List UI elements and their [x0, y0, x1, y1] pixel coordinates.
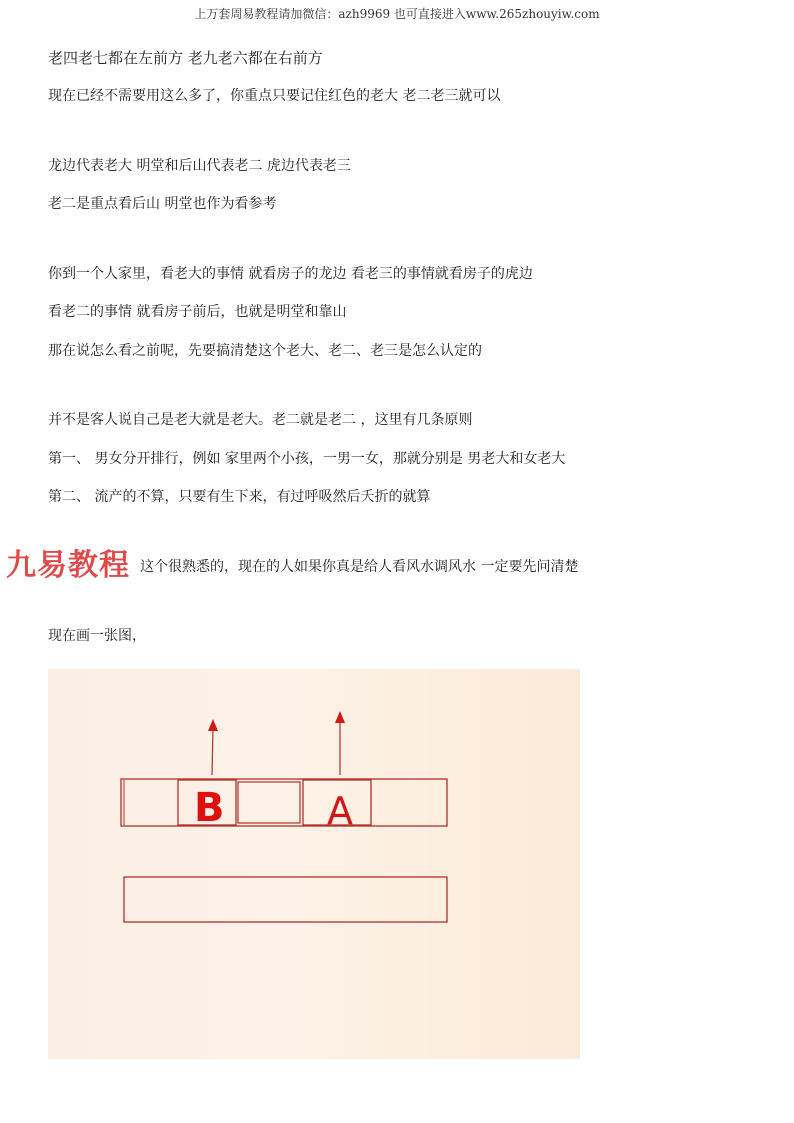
text-line-12: 现在画一张图， — [48, 628, 146, 644]
text-line-6: 看老二的事情 就看房子前后，也就是明堂和靠山 — [48, 304, 347, 320]
text-line-7: 那在说怎么看之前呢，先要搞清楚这个老大、老二、老三是怎么认定的 — [48, 343, 482, 359]
text-line-1: 老四老七都在左前方 老九老六都在右前方 — [48, 49, 323, 67]
text-line-8: 并不是客人说自己是老大就是老大。老二就是老二 ，这里有几条原则 — [48, 412, 473, 428]
room-middle-outline — [238, 782, 300, 823]
text-line-9: 第一、 男女分开排行，例如 家里两个小孩，一男一女，那就分别是 男老大和女老大 — [48, 451, 566, 467]
text-line-5: 你到一个人家里，看老大的事情 就看房子的龙边 看老三的事情就看房子的虎边 — [48, 266, 533, 282]
room-b-label: B — [194, 785, 225, 831]
front-yard-outline — [124, 877, 447, 922]
room-a-label: A — [327, 789, 353, 833]
arrow-b-shaft — [212, 727, 213, 775]
house-diagram — [48, 669, 580, 1059]
house-row-outline — [121, 779, 447, 826]
text-line-11: 这个很熟悉的，现在的人如果你真是给人看风水调风水 一定要先问清楚 — [140, 559, 579, 575]
watermark-logo: 九易教程 — [6, 548, 130, 583]
arrow-a-head — [335, 711, 345, 723]
text-line-2: 现在已经不需要用这么多了，你重点只要记住红色的老大 老二老三就可以 — [48, 88, 501, 104]
page-header-banner: 上万套周易教程请加微信：azh9969 也可直接进入www.265zhouyiw.com — [194, 7, 600, 21]
text-line-3: 龙边代表老大 明堂和后山代表老二 虎边代表老三 — [48, 158, 351, 174]
arrow-b-head — [208, 719, 218, 731]
house-diagram-svg — [48, 669, 580, 1059]
text-line-4: 老二是重点看后山 明堂也作为看参考 — [48, 196, 277, 212]
text-line-10: 第二、 流产的不算，只要有生下来，有过呼吸然后夭折的就算 — [48, 489, 431, 505]
